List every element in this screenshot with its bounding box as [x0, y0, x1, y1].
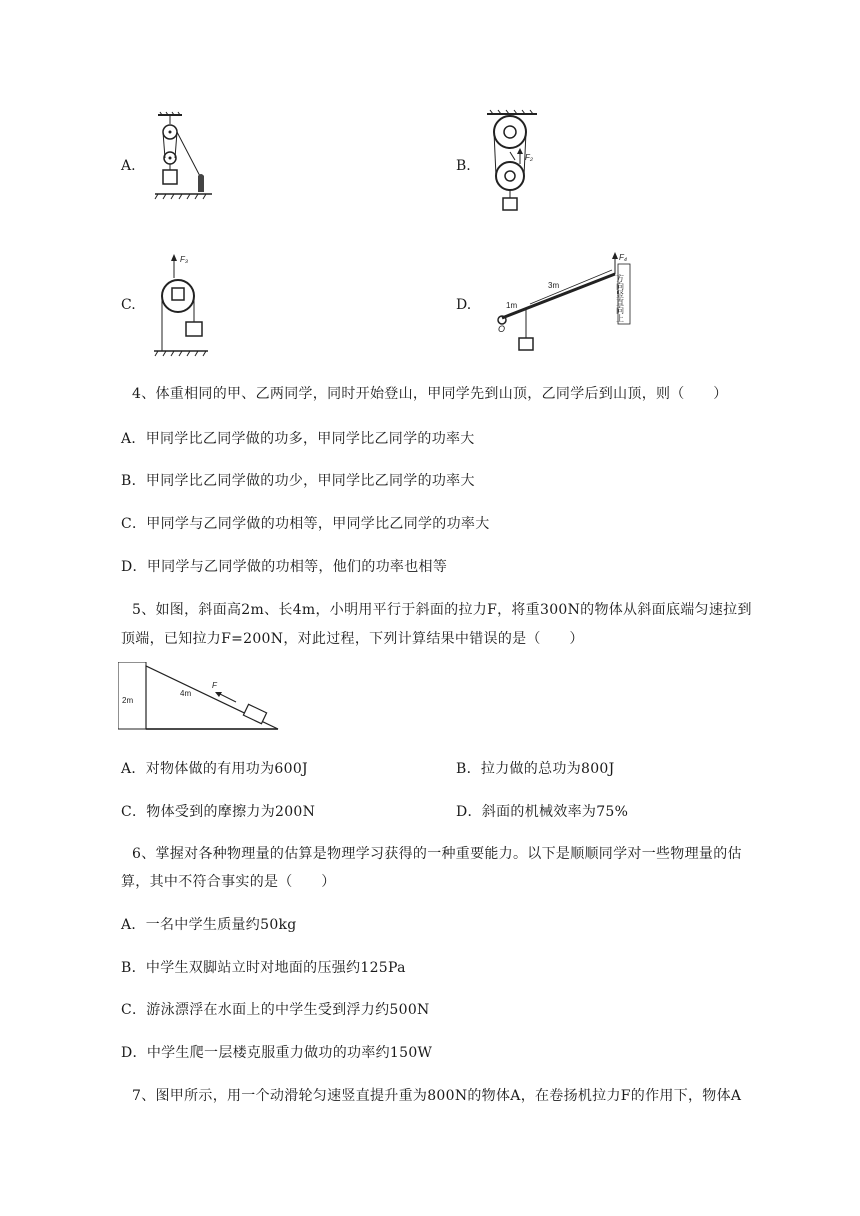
option-d-label: D.	[456, 297, 472, 313]
force-label-c: F₃	[180, 255, 189, 264]
incline-force-label: F	[212, 681, 217, 690]
incline-figure	[118, 662, 288, 734]
option-c-label: C.	[121, 297, 136, 313]
question-5-stem-line2: 顶端，已知拉力F=200N，对此过程，下列计算结果中错误的是（ ）	[121, 631, 584, 647]
q5-option-b: B．拉力做的总功为800J	[456, 761, 615, 777]
pulley-figure-c	[150, 250, 220, 360]
q5-option-d: D．斜面的机械效率为75%	[456, 804, 629, 820]
length-long-label: 3m	[548, 281, 560, 290]
length-short-label: 1m	[506, 301, 518, 310]
force-label-b: F₂	[525, 153, 533, 162]
force-label-d: F₄	[619, 253, 628, 262]
option-b-label: B.	[456, 158, 471, 174]
incline-height-label: 2m	[122, 696, 134, 705]
question-5-stem-line1: 5、如图，斜面高2m、长4m，小明用平行于斜面的拉力F，将重300N的物体从斜面底端匀速拉到	[132, 602, 752, 618]
incline-length-label: 4m	[180, 689, 192, 698]
direction-note: 方向竖直向上	[615, 274, 625, 322]
pivot-label: O	[498, 324, 506, 334]
q5-option-a: A．对物体做的有用功为600J	[121, 761, 308, 777]
pulley-figure-b	[482, 108, 552, 218]
q4-option-b: B．甲同学比乙同学做的功少，甲同学比乙同学的功率大	[121, 473, 475, 489]
question-6-stem-line2: 算，其中不符合事实的是（ ）	[121, 874, 336, 890]
option-a-label: A.	[121, 158, 136, 174]
q6-option-c: C．游泳漂浮在水面上的中学生受到浮力约500N	[121, 1002, 430, 1018]
q4-option-a: A．甲同学比乙同学做的功多，甲同学比乙同学的功率大	[121, 431, 475, 447]
question-6-stem-line1: 6、掌握对各种物理量的估算是物理学习获得的一种重要能力。以下是顺顺同学对一些物理量的估	[132, 846, 742, 862]
q6-option-a: A．一名中学生质量约50kg	[121, 917, 297, 933]
q6-option-b: B．中学生双脚站立时对地面的压强约125Pa	[121, 960, 406, 976]
lever-figure-d	[490, 250, 640, 355]
q5-option-c: C．物体受到的摩擦力为200N	[121, 804, 316, 820]
q6-option-d: D．中学生爬一层楼克服重力做功的功率约150W	[121, 1045, 433, 1061]
q4-option-c: C．甲同学与乙同学做的功相等，甲同学比乙同学的功率大	[121, 516, 490, 532]
q4-option-d: D．甲同学与乙同学做的功相等，他们的功率也相等	[121, 559, 448, 575]
question-7-stem-line1: 7、图甲所示，用一个动滑轮匀速竖直提升重为800N的物体A，在卷扬机拉力F的作用下，物体A	[132, 1088, 742, 1104]
question-4-stem: 4、体重相同的甲、乙两同学，同时开始登山，甲同学先到山顶，乙同学后到山顶，则（ ）	[132, 386, 728, 402]
pulley-figure-a	[150, 110, 220, 210]
